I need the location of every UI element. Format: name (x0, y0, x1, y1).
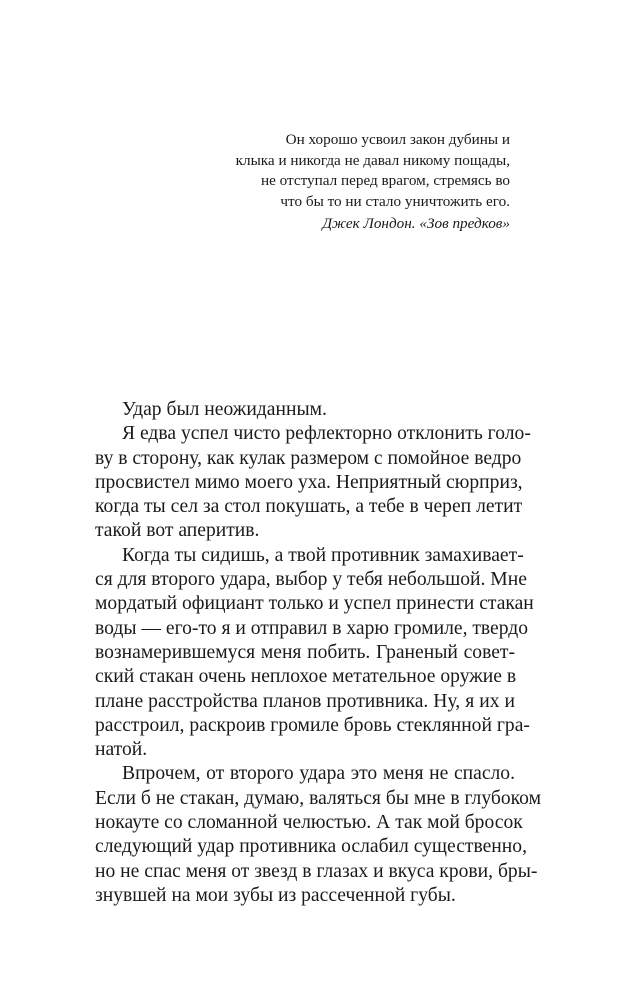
text-line: натой. (95, 739, 148, 761)
text-line: Если б не стакан, думаю, валяться бы мне в глубоком (95, 787, 541, 809)
epigraph-line: клыка и никогда не давал никому пощады, (235, 151, 510, 169)
text-line: когда ты сел за стол покушать, а тебе в череп летит (95, 496, 523, 518)
epigraph-attribution: Джек Лондон. «Зов предков» (322, 215, 510, 233)
text-line: мордатый официант только и успел принести стакан (95, 593, 534, 615)
text-line: но не спас меня от звезд в глазах и вкуса крови, бры- (95, 860, 538, 882)
text-line: нокауте со сломанной челюстью. А так мой бросок (95, 812, 523, 834)
text-line: Удар был неожиданным. (122, 399, 327, 420)
text-line: Я едва успел чисто рефлекторно отклонить голо- (122, 423, 531, 445)
text-line: ву в сторону, как кулак размером с помойное ведро (95, 447, 522, 469)
text-line: расстроил, раскроив громиле бровь стеклянной гра- (95, 714, 530, 736)
epigraph-line: Он хорошо усвоил закон дубины и (285, 131, 510, 148)
text-line: следующий удар противника ослабил существенно, (95, 836, 527, 858)
epigraph (150, 130, 510, 235)
text-line: Когда ты сидишь, а твой противник замахивает- (122, 544, 524, 566)
chapter-text (95, 398, 541, 908)
text-line: ский стакан очень неплохое метательное оружие в (95, 666, 517, 688)
text-line: воды — его-то я и отправил в харю громиле, твердо (95, 617, 529, 639)
epigraph-line: не отступал перед врагом, стремясь во (260, 172, 510, 190)
text-line: ся для второго удара, выбор у тебя небольшой. Мне (95, 569, 527, 591)
text-line: такой вот аперитив. (95, 520, 260, 542)
text-line: знувшей на мои зубы из рассеченной губы. (95, 884, 456, 906)
text-line: вознамерившемуся меня побить. Граненый совет- (95, 641, 515, 663)
text-line: Впрочем, от второго удара это меня не спасло. (122, 763, 515, 785)
epigraph-line: что бы то ни стало уничтожить его. (280, 192, 510, 210)
text-line: плане расстройства планов противника. Ну, я их и (95, 690, 515, 712)
text-line: просвистел мимо моего уха. Неприятный сюрприз, (95, 471, 523, 493)
